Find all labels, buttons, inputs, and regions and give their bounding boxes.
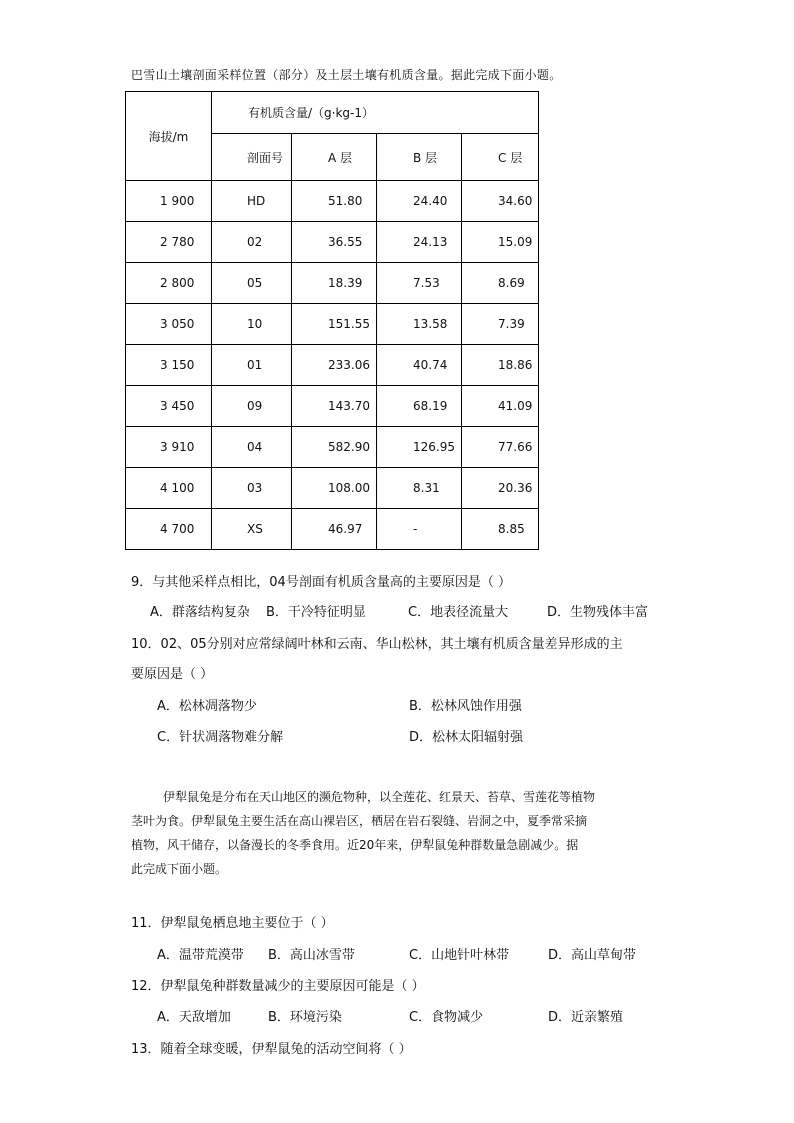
table-row xyxy=(126,427,539,468)
profile-header: 剖面号 xyxy=(212,134,292,181)
layer-c-cell: 34.60 xyxy=(462,181,539,222)
layer-a-cell: 233.06 xyxy=(292,345,377,386)
layer-b-cell: 8.31 xyxy=(377,468,462,509)
layer-a-header: A 层 xyxy=(292,134,377,181)
table-row xyxy=(126,222,539,263)
layer-a-cell: 108.00 xyxy=(292,468,377,509)
altitude-header: 海拔/m xyxy=(126,92,212,181)
layer-b-cell: 68.19 xyxy=(377,386,462,427)
layer-b-cell: 13.58 xyxy=(377,304,462,345)
layer-b-cell: 7.53 xyxy=(377,263,462,304)
table-row xyxy=(126,509,539,550)
profile-cell: 10 xyxy=(212,304,292,345)
table-row xyxy=(126,345,539,386)
passage xyxy=(131,785,671,881)
table-intro: 巴雪山土壤剖面采样位置（部分）及土层土壤有机质含量。据此完成下面小题。 xyxy=(131,68,562,82)
layer-a-cell: 51.80 xyxy=(292,181,377,222)
layer-a-cell: 46.97 xyxy=(292,509,377,550)
altitude-cell: 2 780 xyxy=(126,222,212,263)
altitude-cell: 3 050 xyxy=(126,304,212,345)
table-row xyxy=(126,263,539,304)
altitude-cell: 4 700 xyxy=(126,509,212,550)
profile-cell: XS xyxy=(212,509,292,550)
layer-b-cell: 24.40 xyxy=(377,181,462,222)
table-row xyxy=(126,181,539,222)
q12-option-b[interactable]: B．环境污染 xyxy=(268,1010,342,1025)
layer-a-cell: 143.70 xyxy=(292,386,377,427)
layer-b-cell: - xyxy=(377,509,462,550)
profile-cell: 05 xyxy=(212,263,292,304)
q12-option-a[interactable]: A．天敌增加 xyxy=(157,1010,231,1025)
q10-option-c[interactable]: C．针状凋落物难分解 xyxy=(157,730,284,745)
passage-line-2: 茎叶为食。伊犁鼠兔主要生活在高山裸岩区，栖居在岩石裂缝、岩洞之中，夏季常采摘 xyxy=(131,814,588,828)
altitude-cell: 3 150 xyxy=(126,345,212,386)
layer-c-cell: 77.66 xyxy=(462,427,539,468)
q9-option-b[interactable]: B．干冷特征明显 xyxy=(266,605,366,620)
profile-cell: 02 xyxy=(212,222,292,263)
question-9-stem: 9．与其他采样点相比，04号剖面有机质含量高的主要原因是（ ） xyxy=(131,575,511,590)
q9-option-c[interactable]: C．地表径流量大 xyxy=(408,605,509,620)
q11-option-a[interactable]: A．温带荒漠带 xyxy=(157,948,244,963)
layer-a-cell: 18.39 xyxy=(292,263,377,304)
layer-c-cell: 20.36 xyxy=(462,468,539,509)
layer-b-cell: 24.13 xyxy=(377,222,462,263)
profile-cell: 03 xyxy=(212,468,292,509)
layer-c-cell: 7.39 xyxy=(462,304,539,345)
layer-c-cell: 18.86 xyxy=(462,345,539,386)
altitude-cell: 4 100 xyxy=(126,468,212,509)
passage-line-4: 此完成下面小题。 xyxy=(131,862,228,876)
passage-line-3: 植物，风干储存，以备漫长的冬季食用。近20年来，伊犁鼠兔种群数量急剧减少。据 xyxy=(131,838,579,852)
layer-c-cell: 8.69 xyxy=(462,263,539,304)
layer-b-cell: 40.74 xyxy=(377,345,462,386)
altitude-cell: 1 900 xyxy=(126,181,212,222)
q10-option-d[interactable]: D．松林太阳辐射强 xyxy=(409,730,524,745)
q11-option-b[interactable]: B．高山冰雪带 xyxy=(268,948,355,963)
layer-b-cell: 126.95 xyxy=(377,427,462,468)
question-13-stem: 13．随着全球变暖，伊犁鼠兔的活动空间将（ ） xyxy=(131,1042,412,1057)
profile-cell: 04 xyxy=(212,427,292,468)
layer-c-header: C 层 xyxy=(462,134,539,181)
layer-a-cell: 582.90 xyxy=(292,427,377,468)
q12-option-d[interactable]: D．近亲繁殖 xyxy=(548,1010,624,1025)
layer-a-cell: 36.55 xyxy=(292,222,377,263)
question-12-stem: 12．伊犁鼠兔种群数量减少的主要原因可能是（ ） xyxy=(131,979,425,994)
q9-option-d[interactable]: D．生物残体丰富 xyxy=(547,605,649,620)
layer-c-cell: 41.09 xyxy=(462,386,539,427)
question-10-stem-line1: 10．02、05分别对应常绿阔叶林和云南、华山松林，其土壤有机质含量差异形成的主 xyxy=(131,637,623,652)
q12-option-c[interactable]: C．食物减少 xyxy=(409,1010,484,1025)
table-row xyxy=(126,468,539,509)
question-11-stem: 11．伊犁鼠兔栖息地主要位于（ ） xyxy=(131,916,334,931)
layer-c-cell: 15.09 xyxy=(462,222,539,263)
altitude-cell: 3 910 xyxy=(126,427,212,468)
organic-matter-table xyxy=(125,91,539,550)
unit-header: 有机质含量/（g·kg-1） xyxy=(212,92,539,134)
table-row xyxy=(126,386,539,427)
q11-option-d[interactable]: D．高山草甸带 xyxy=(548,948,637,963)
layer-c-cell: 8.85 xyxy=(462,509,539,550)
q10-option-b[interactable]: B．松林风蚀作用强 xyxy=(409,699,522,714)
layer-a-cell: 151.55 xyxy=(292,304,377,345)
passage-line-1: 伊犁鼠兔是分布在天山地区的濒危物种，以全莲花、红景天、苔草、雪莲花等植物 xyxy=(163,790,596,804)
q9-option-a[interactable]: A．群落结构复杂 xyxy=(150,605,250,620)
layer-b-header: B 层 xyxy=(377,134,462,181)
profile-cell: 01 xyxy=(212,345,292,386)
profile-cell: HD xyxy=(212,181,292,222)
q10-option-a[interactable]: A．松林凋落物少 xyxy=(157,699,257,714)
altitude-cell: 2 800 xyxy=(126,263,212,304)
table-row xyxy=(126,304,539,345)
q11-option-c[interactable]: C．山地针叶林带 xyxy=(409,948,510,963)
profile-cell: 09 xyxy=(212,386,292,427)
question-10-stem-line2: 要原因是（ ） xyxy=(131,667,214,682)
altitude-cell: 3 450 xyxy=(126,386,212,427)
